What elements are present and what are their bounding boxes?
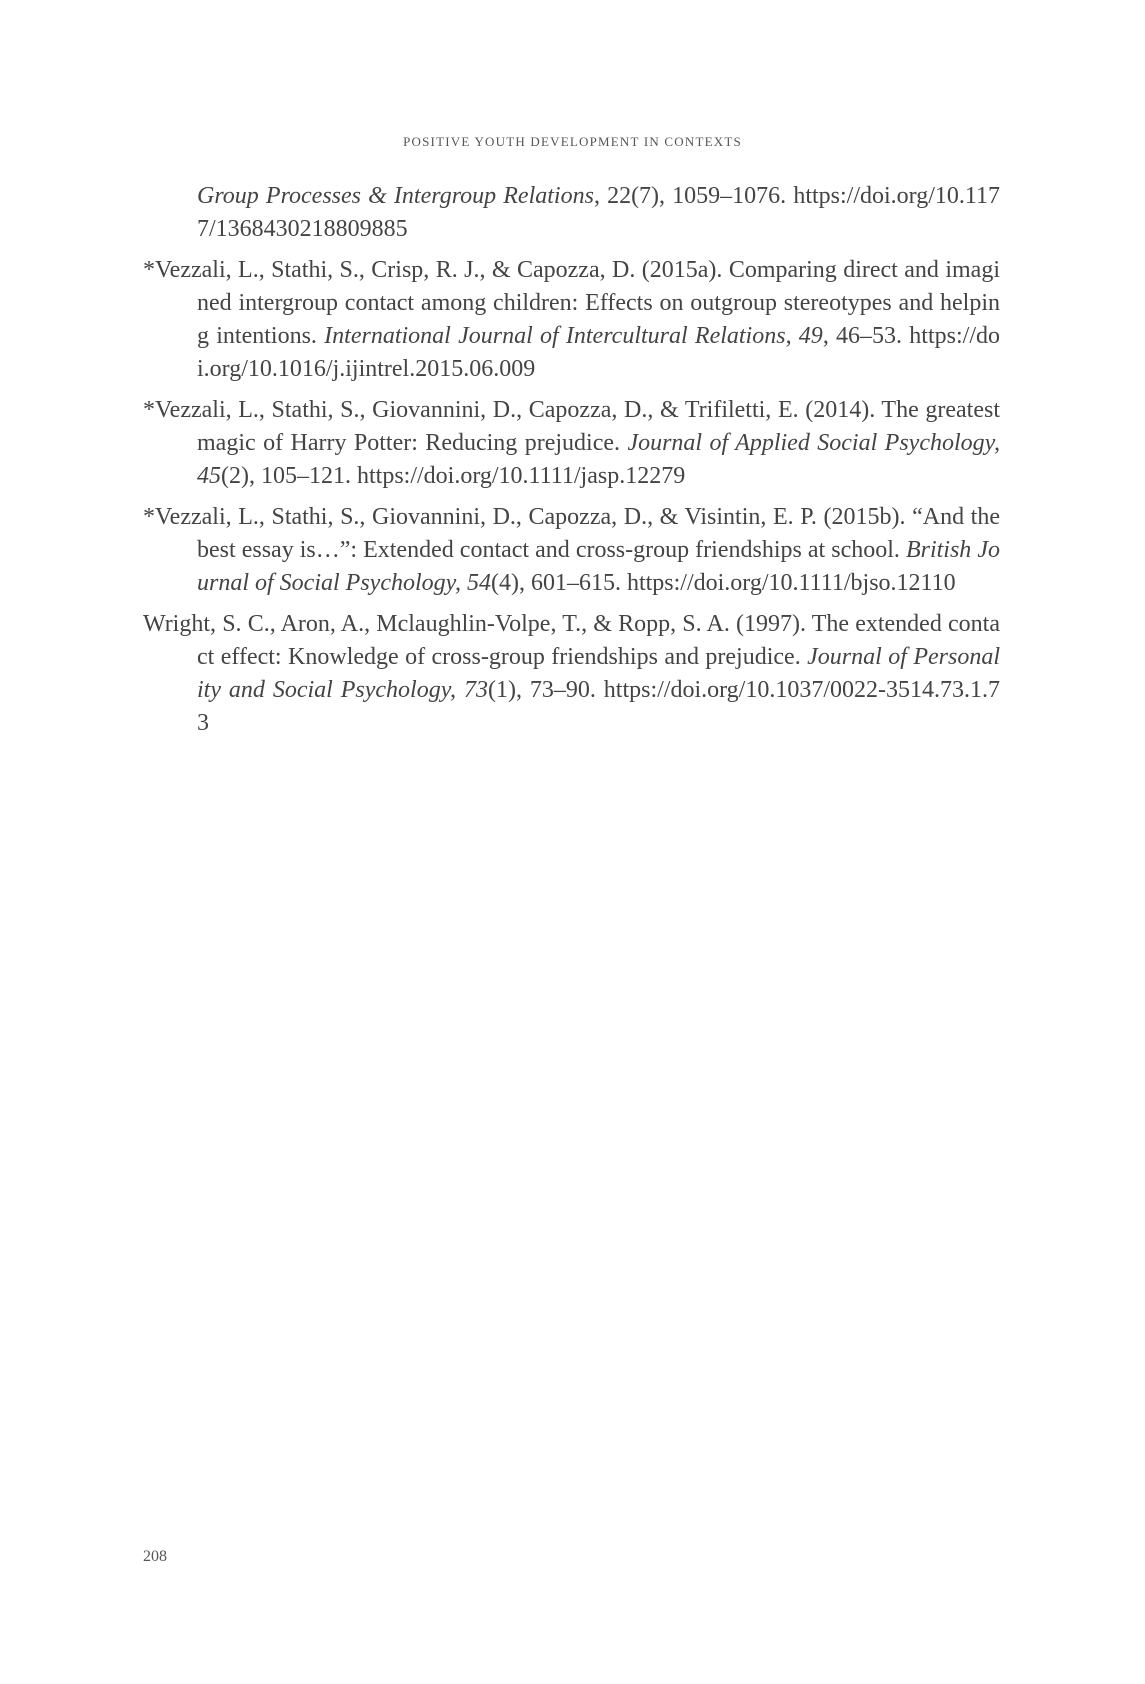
reference-entry [143,180,1000,246]
reference-entry [143,501,1000,600]
reference-details: (2), 105–121. https://doi.org/10.1111/jasp.12279 [221,463,686,489]
reference-authors-title: *Vezzali, L., Stathi, S., Giovannini, D., Capozza, D., & Trifiletti, E. (2014). The greatest magic of Harry Potter: Reducing prejudice. [143,397,1000,456]
reference-details: , 22(7), 1059–1076. https://doi.org/10.1177/1368430218809885 [197,183,1001,242]
reference-authors-title: *Vezzali, L., Stathi, S., Giovannini, D., Capozza, D., & Visintin, E. P. (2015b). “And the best essay is…”: Extended contact and cross-group friendships at school. [143,504,1000,563]
reference-authors-title: Wright, S. C., Aron, A., Mclaughlin-Volpe, T., & Ropp, S. A. (1997). The extended contact effect: Knowledge of cross-group friendships and prejudice. [143,611,1000,670]
reference-details: (1), 73–90. https://doi.org/10.1037/0022-3514.73.1.73 [197,677,1001,736]
journal-title: Group Processes & Intergroup Relations [197,183,594,209]
page-number: 208 [143,1548,167,1565]
reference-list [143,180,1000,748]
reference-authors-title: *Vezzali, L., Stathi, S., Crisp, R. J., & Capozza, D. (2015a). Comparing direct and imagined intergroup contact among children: Effects on outgroup stereotypes and helping intentions. [143,257,1000,349]
journal-title: Journal of Personality and Social Psychology, 73 [197,644,1000,703]
journal-title: Journal of Applied Social Psychology, 45 [197,430,1000,489]
running-header: POSITIVE YOUTH DEVELOPMENT IN CONTEXTS [403,134,742,149]
reference-entry [143,608,1000,740]
reference-details: (4), 601–615. https://doi.org/10.1111/bjso.12110 [490,570,956,596]
reference-entry [143,254,1000,386]
reference-entry [143,394,1000,493]
journal-title: British Journal of Social Psychology, 54 [197,537,1000,596]
reference-details: , 46–53. https://doi.org/10.1016/j.ijintrel.2015.06.009 [197,323,1000,382]
journal-title: International Journal of Intercultural Relations, 49 [324,323,823,349]
